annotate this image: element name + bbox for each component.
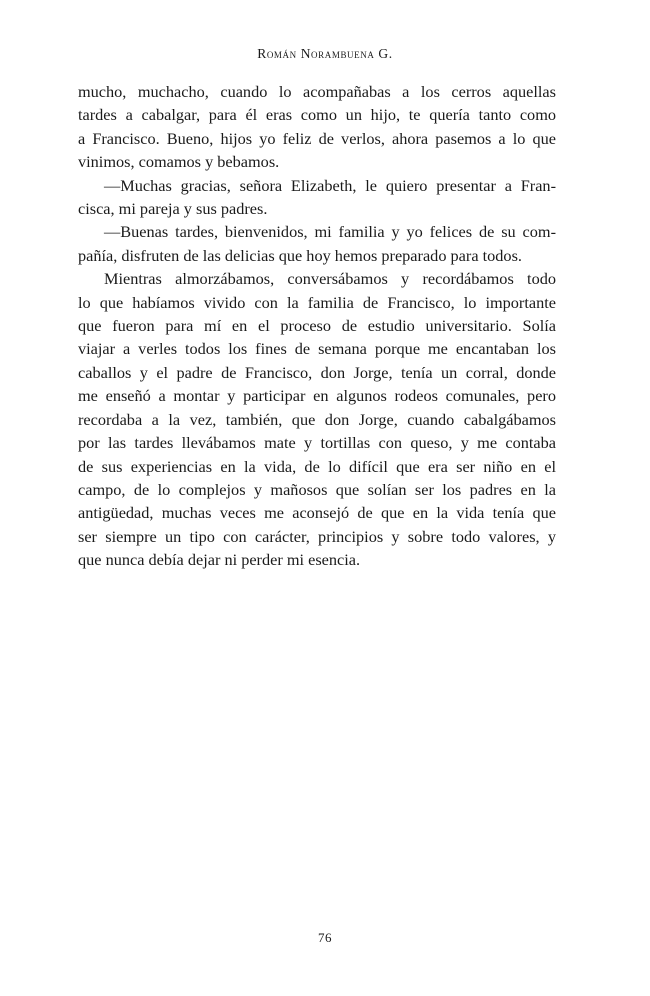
text-line: pañía, disfruten de las delicias que hoy hemos preparado para todos.: [78, 245, 522, 265]
text-line: antigüedad, muchas veces me aconsejó de que en la vida tenía que: [78, 503, 556, 523]
body-text: [78, 80, 556, 572]
text-line: viajar a verles todos los fines de semana porque me encantaban los: [78, 339, 556, 359]
text-line: me enseñó a montar y participar en algunos rodeos comunales, pero: [78, 386, 556, 406]
text-line: Mientras almorzábamos, conversábamos y recordábamos todo: [104, 269, 556, 289]
text-line: que nunca debía dejar ni perder mi esencia.: [78, 550, 361, 570]
text-line: ser siempre un tipo con carácter, principios y sobre todo valores, y: [78, 526, 556, 546]
text-line: —Buenas tardes, bienvenidos, mi familia y yo felices de su com-: [104, 222, 556, 242]
text-line: a Francisco. Bueno, hijos yo feliz de verlos, ahora pasemos a lo que: [78, 128, 556, 148]
text-line: campo, de lo complejos y mañosos que solían ser los padres en la: [78, 479, 556, 499]
text-line: lo que habíamos vivido con la familia de Francisco, lo importante: [78, 292, 556, 312]
text-line: tardes a cabalgar, para él eras como un hijo, te quería tanto como: [78, 105, 556, 125]
page-number: 76: [318, 930, 332, 945]
running-header: Román Norambuena G.: [257, 46, 393, 61]
text-line: cisca, mi pareja y sus padres.: [78, 199, 268, 219]
text-line: —Muchas gracias, señora Elizabeth, le quiero presentar a Fran-: [104, 175, 556, 195]
text-line: caballos y el padre de Francisco, don Jorge, tenía un corral, donde: [78, 362, 556, 382]
text-line: vinimos, comamos y bebamos.: [78, 152, 280, 172]
text-line: recordaba a la vez, también, que don Jorge, cuando cabalgábamos: [78, 409, 556, 429]
text-line: de sus experiencias en la vida, de lo difícil que era ser niño en el: [78, 456, 556, 476]
text-line: mucho, muchacho, cuando lo acompañabas a los cerros aquellas: [78, 82, 556, 101]
text-line: por las tardes llevábamos mate y tortillas con queso, y me contaba: [78, 433, 556, 453]
text-line: que fueron para mí en el proceso de estudio universitario. Solía: [78, 316, 556, 336]
